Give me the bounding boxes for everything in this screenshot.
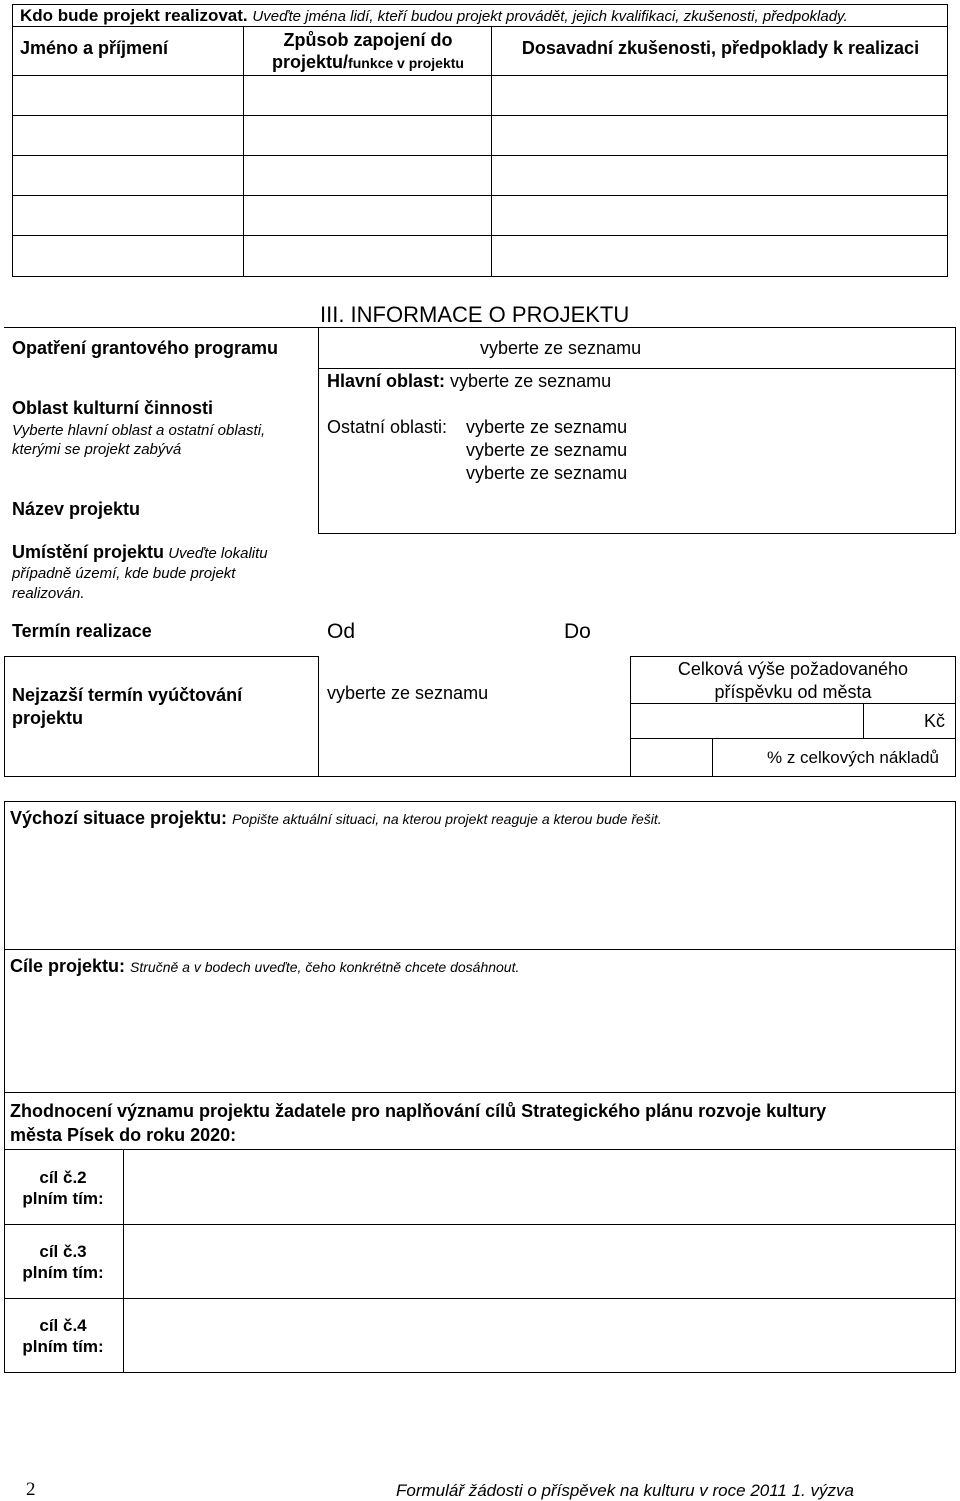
project-goals-label: Cíle projektu: <box>10 956 126 976</box>
goal-2-sublabel: plním tím: <box>22 1189 104 1208</box>
main-area-select[interactable]: vyberte ze seznamu <box>450 371 612 391</box>
timeframe-to[interactable]: Do <box>564 620 591 643</box>
other-area-select-1[interactable]: vyberte ze seznamu <box>466 417 628 437</box>
col-role-header-line1: Způsob zapojení do <box>283 30 453 50</box>
initial-situation-heading <box>10 808 662 829</box>
section-title: III. INFORMACE O PROJEKTU <box>320 302 630 327</box>
team-row-2-name[interactable] <box>14 117 242 154</box>
col-role-header-line2: projektu/ <box>272 52 349 72</box>
initial-situation-label: Výchozí situace projektu: <box>10 808 228 828</box>
project-goals-heading <box>10 956 519 977</box>
col-role-header-small: funkce v projektu <box>348 55 464 71</box>
contribution-label <box>634 658 952 704</box>
col-experience-header: Dosavadní zkušenosti, předpoklady k realizaci <box>521 38 920 58</box>
contribution-label-line1: Celková výše požadovaného <box>677 659 909 679</box>
col-name-header: Jméno a příjmení <box>20 38 169 58</box>
project-goals-note: Stručně a v bodech uveďte, čeho konkrétně chcete dosáhnout. <box>130 959 520 975</box>
goal-2-label <box>6 1167 120 1209</box>
other-area-select-3[interactable]: vyberte ze seznamu <box>466 463 628 483</box>
project-goals-input[interactable] <box>8 982 952 1088</box>
team-row-5-name[interactable] <box>14 237 242 275</box>
team-row-3-name[interactable] <box>14 157 242 194</box>
project-location-note-rest: případně území, kde bude projekt realizován. <box>12 565 236 602</box>
team-heading-bold: Kdo bude projekt realizovat. <box>20 6 248 25</box>
culture-area-note: Vyberte hlavní oblast a ostatní oblasti, kterými se projekt zabývá <box>12 422 266 458</box>
team-heading <box>20 6 848 26</box>
goal-3-sublabel: plním tím: <box>22 1263 104 1282</box>
settlement-select[interactable]: vyberte ze seznamu <box>327 683 489 703</box>
goal-4-input[interactable] <box>125 1300 953 1371</box>
other-area-select-2[interactable]: vyberte ze seznamu <box>466 440 628 460</box>
settlement-label-line2: projektu <box>12 708 84 728</box>
page-number: 2 <box>26 1479 36 1500</box>
other-area-label: Ostatní oblasti: <box>327 417 448 437</box>
grant-measure-label: Opatření grantového programu <box>12 338 279 358</box>
team-row-1-name[interactable] <box>14 77 242 114</box>
contribution-label-line2: příspěvku od města <box>714 682 872 702</box>
contribution-amount-input[interactable] <box>632 705 862 737</box>
project-location-input[interactable] <box>320 536 954 600</box>
goal-3-title: cíl č.3 <box>39 1242 87 1261</box>
main-area-row <box>327 371 611 392</box>
culture-area-label: Oblast kulturní činnosti <box>12 398 214 418</box>
timeframe-from[interactable]: Od <box>327 620 356 643</box>
strategic-evaluation-label <box>10 1099 950 1147</box>
strategic-evaluation-label-line2: města Písek do roku 2020: <box>10 1125 237 1145</box>
goal-2-input[interactable] <box>125 1151 953 1223</box>
currency-label: Kč <box>924 711 946 731</box>
contribution-percent-input[interactable] <box>632 740 711 775</box>
project-name-label: Název projektu <box>12 499 141 519</box>
goal-4-title: cíl č.4 <box>39 1316 87 1335</box>
settlement-label-line1: Nejzazší termín vyúčtování <box>12 685 243 705</box>
goal-2-title: cíl č.2 <box>39 1168 87 1187</box>
footer-title: Formulář žádosti o příspěvek na kulturu v roce 2011 1. výzva <box>396 1481 854 1500</box>
initial-situation-note: Popište aktuální situaci, na kterou projekt reaguje a kterou bude řešit. <box>232 811 662 827</box>
project-name-input[interactable] <box>320 490 954 532</box>
project-location-note: Uveďte lokalitu <box>168 545 268 562</box>
goal-4-label <box>6 1315 120 1357</box>
initial-situation-input[interactable] <box>8 834 952 946</box>
percent-label: % z celkových nákladů <box>767 748 939 767</box>
settlement-label <box>12 684 242 730</box>
main-area-label: Hlavní oblast: <box>327 371 446 391</box>
goal-3-label <box>6 1241 120 1283</box>
col-role-header <box>250 29 486 74</box>
grant-measure-select[interactable]: vyberte ze seznamu <box>480 338 642 358</box>
team-row-4-name[interactable] <box>14 197 242 234</box>
goal-3-input[interactable] <box>125 1226 953 1297</box>
timeframe-label: Termín realizace <box>12 621 152 641</box>
team-heading-note: Uveďte jména lidí, kteří budou projekt provádět, jejich kvalifikaci, zkušenosti, předpoklady. <box>252 8 848 25</box>
project-location-label-block <box>12 542 312 604</box>
project-location-label: Umístění projektu <box>12 542 165 562</box>
goal-4-sublabel: plním tím: <box>22 1337 104 1356</box>
strategic-evaluation-label-line1: Zhodnocení významu projektu žadatele pro naplňování cílů Strategického plánu rozvoje kultury <box>10 1101 827 1121</box>
